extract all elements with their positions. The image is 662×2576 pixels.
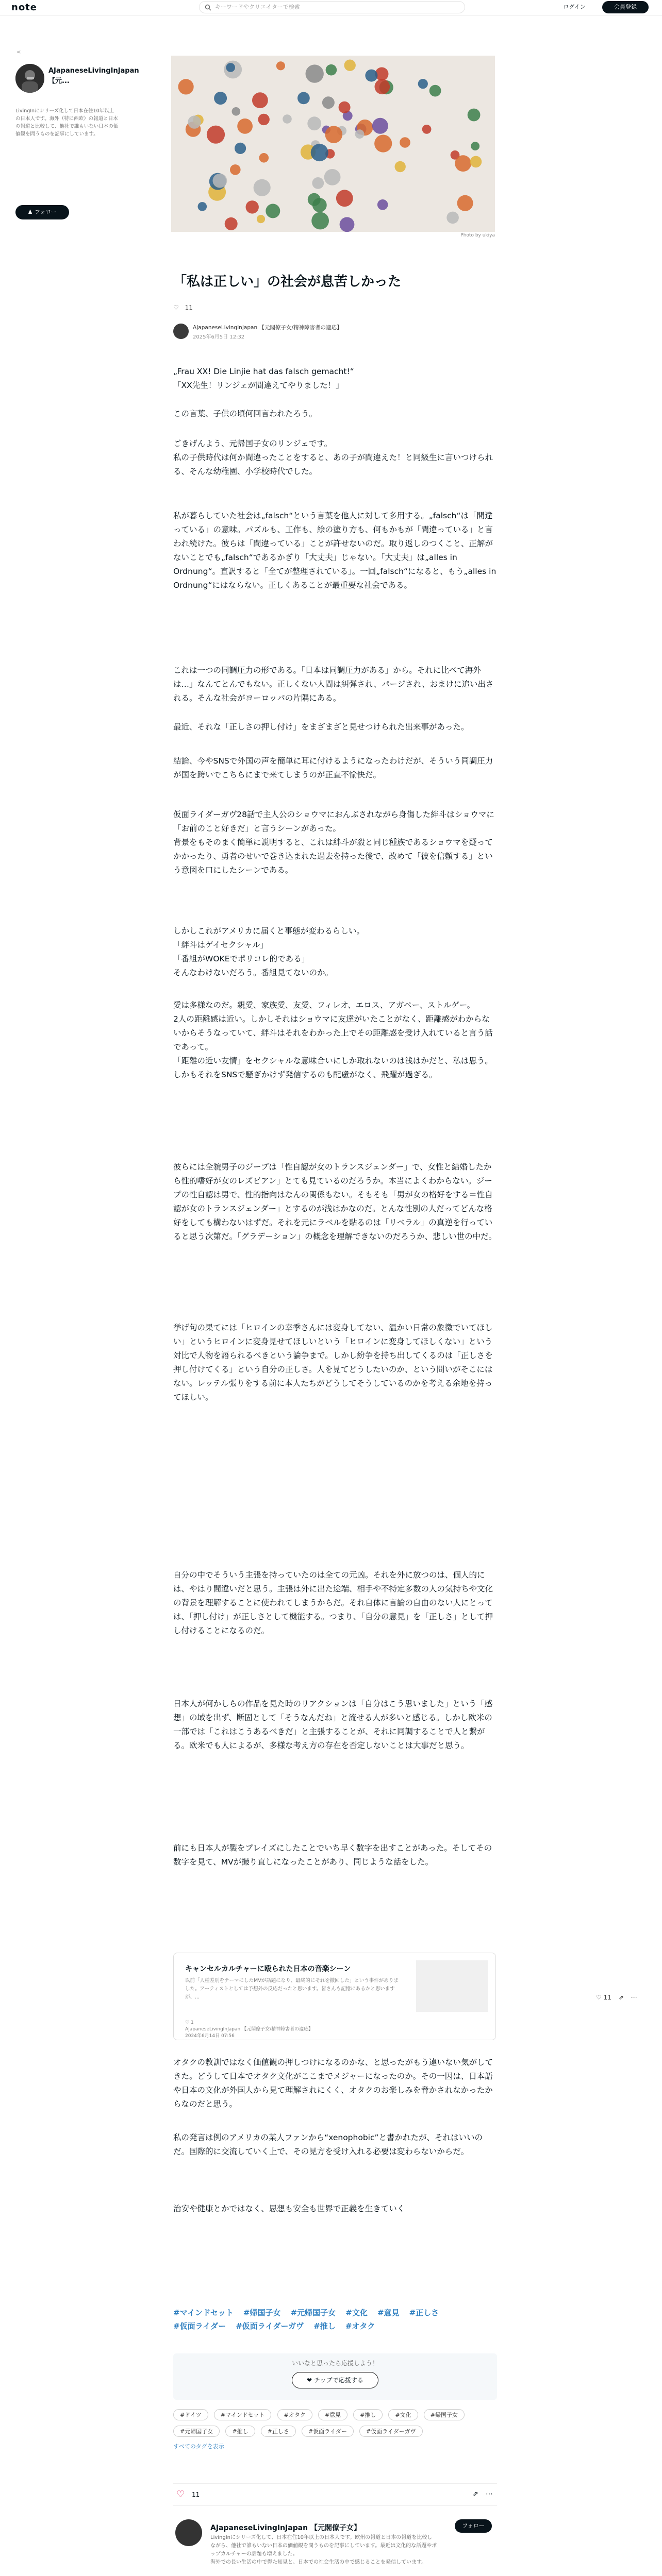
hero-image xyxy=(171,56,495,232)
hero-dot xyxy=(471,142,479,150)
hero-dot xyxy=(375,79,390,95)
hero-dot xyxy=(312,198,327,212)
embed-thumbnail xyxy=(416,1960,488,2012)
body-paragraph: 日本人が何かしらの作品を見た時のリアクションは「自分はこう思いました」という「感想」の域を出ず、断固として「そうなんだね」と流せる人が多いと感じる。しかし欧米の一部では「これはこうあるべきだ」と主張することが、それに同調することで人と繋がる。欧米でも人によるが、多様な考え方の存在を否定しないことは大事だと思う。 xyxy=(173,1699,493,1750)
hashtag[interactable]: #推し xyxy=(313,2321,336,2331)
hero-dot xyxy=(230,164,241,175)
body-paragraph: これは一つの同調圧力の形である。「日本は同調圧力がある」から。それに比べて海外は…」なんてとんでもない。正しくない人間は糾弾され、パージされ、おまけに追い出される。そんな社会がヨーロッパの片隅にある。 xyxy=(173,666,494,703)
hero-dot xyxy=(258,114,270,125)
embed-likes: 1 xyxy=(190,2020,194,2025)
hero-dot xyxy=(207,126,225,144)
hero-dot xyxy=(446,212,459,224)
tip-button[interactable] xyxy=(292,2372,378,2388)
hero-dot xyxy=(306,64,324,82)
hero-dot xyxy=(312,177,324,189)
tag-chip[interactable]: #仮面ライダーガヴ xyxy=(359,2426,423,2437)
hero-dot xyxy=(322,96,335,109)
hero-dot xyxy=(226,63,235,72)
hero-dot xyxy=(198,202,207,211)
back-link[interactable]: < xyxy=(16,49,21,55)
body-paragraph: しかしこれがアメリカに届くと事態が変わるらしい。 「絆斗はゲイセクシャル」 「番組がWOKEでポリコレ的である」 そんなわけないだろう。番組見てないのか。 xyxy=(173,926,365,977)
hero-dot xyxy=(418,79,428,89)
hero-dot xyxy=(324,169,341,185)
hero-dot xyxy=(429,85,441,97)
search-input[interactable] xyxy=(199,1,465,13)
profile-name[interactable]: AJapaneseLivingInJapan 【元閣僚子女】 xyxy=(210,2524,361,2532)
body-paragraph: 治安や健康とかではなく、思想も安全も世界で正義を生きていく xyxy=(173,2204,405,2213)
hashtag[interactable]: #正しさ xyxy=(409,2308,439,2317)
profile-avatar[interactable] xyxy=(175,2519,202,2546)
hashtag[interactable]: #文化 xyxy=(345,2308,368,2317)
article-title: 「私は正しい」の社会が息苦しかった xyxy=(173,274,402,290)
hero-dot xyxy=(276,61,285,70)
tag-chip[interactable]: #仮面ライダー xyxy=(302,2426,354,2437)
hero-dot xyxy=(422,125,432,134)
hero-dot xyxy=(468,109,481,122)
article-hashtags xyxy=(173,2306,497,2333)
hero-dot xyxy=(311,144,328,161)
person-plus-icon: ♟ xyxy=(27,209,35,215)
share-icon[interactable]: ⇗ xyxy=(472,2490,478,2498)
hero-dot xyxy=(237,118,253,134)
hashtag[interactable]: #マインドセット xyxy=(173,2308,234,2317)
hero-dot xyxy=(395,161,406,172)
hero-dot xyxy=(372,118,388,134)
follow-button[interactable] xyxy=(15,205,69,219)
body-paragraph: 最近、それな「正しさの押し付け」をまざまざと見せつけられた出来事があった。 xyxy=(173,722,469,732)
hero-dot xyxy=(213,174,227,188)
hero-dot xyxy=(232,107,241,116)
hero-dot xyxy=(297,92,310,105)
body-paragraph: この言葉、子供の頃何回言われたろう。 xyxy=(173,409,318,418)
note-logo[interactable]: note xyxy=(11,2,37,13)
body-paragraph: 彼らには全貌男子のジープは「性自認が女のトランスジェンダー」で、女性と結婚したから性的嗜好が女のレズビアン」とても見ているのだろうか。本当によくわからない。ジープの性自認は男で、性的指向はなんの関係もない。そもそも「男が女の格好をする＝性自認が女のトランスジェンダー」とするのが浅はかなのだ。とんな性別の人だってどんな格好をしても構わないはずだ。それを元にラベルを貼るのは「リベラル」の真逆を行っていると思う次第だ。「グラデーション」の概念を理解できないのだろうか、悲しい世の中だ。 xyxy=(173,1162,497,1241)
heart-badge-icon: ❤ xyxy=(307,2377,314,2384)
hero-photo xyxy=(171,56,495,232)
hero-dot xyxy=(225,217,238,230)
hero-dot xyxy=(188,115,201,128)
creator-profile-card xyxy=(173,2514,497,2571)
body-paragraph: 私の発言は例のアメリカの某人ファンから“xenophobic”と書かれたが、それはいいのだ。国際的に交流していく上で、その見方を受け入れる必要は変わらないからだ。 xyxy=(173,2133,483,2156)
hero-dot xyxy=(355,129,365,139)
heart-icon[interactable]: ♡ xyxy=(173,304,179,311)
hero-dot xyxy=(339,101,351,113)
embed-author: AJapaneseLivingInJapan 【元閣僚子女/精神障害者の適応】 xyxy=(185,2027,313,2032)
hero-dot xyxy=(365,70,377,82)
author-row xyxy=(173,324,493,342)
hero-dot xyxy=(457,195,473,211)
body-paragraph: 私が暮らしていた社会は„falsch“という言葉を他人に対して多用する。„falsch“は「間違っている」の意味。パズルも、工作も、絵の塗り方も、何もかもが「間違っている」と言われ続けた。彼らは「間違っている」ことが許せないのだ。取り返しのつくこと、正解がないことでも„falsch“であるかぎり「大丈夫」じゃない。「大丈夫」は„alles in Ordnung“。直訳すると「全てが整理されている」。一回„falsch“になると、もう„alles in Ordnung“にはならない。正しくあることが最重要な社会である。 xyxy=(173,511,496,590)
tag-chips xyxy=(173,2409,497,2450)
hero-dot xyxy=(254,179,271,196)
body-paragraph: „Frau XX! Die Linjie hat das falsch gemacht!“ 「XX先生！リンジェが間違えてやりました！」 xyxy=(173,367,354,390)
tag-chip[interactable]: #マインドセット xyxy=(214,2409,272,2420)
profile-description-text: LivingInにシリーズ化して、日本在住10年以上の日本人です。欧州の報道と日本の報道を比較しながら、他社で誰もいない日本の価値観を問うものを記事にしています。最近は文化的な話題やポップカルチャーの話題も増えました。 xyxy=(210,2535,437,2557)
tag-chip[interactable]: #帰国子女 xyxy=(424,2409,465,2420)
heart-icon[interactable]: ♡ xyxy=(596,1994,602,2001)
support-box xyxy=(173,2353,497,2400)
hashtag[interactable]: #仮面ライダー xyxy=(173,2321,226,2331)
hero-dot xyxy=(344,60,356,71)
more-icon[interactable]: ⋯ xyxy=(486,2490,493,2498)
hashtag[interactable]: #帰国子女 xyxy=(243,2308,281,2317)
hero-dot xyxy=(266,204,280,218)
hero-dot xyxy=(326,64,337,76)
right-rail-actions xyxy=(596,1994,637,2001)
like-heart-icon[interactable]: ♡ xyxy=(176,2489,185,2500)
hero-dot xyxy=(377,199,388,210)
author-avatar[interactable] xyxy=(173,324,189,339)
hero-dot xyxy=(311,212,329,230)
title-like-row xyxy=(173,304,193,311)
body-paragraph: 仮面ライダーガヴ28話で主人公のショウマにおんぶされながら身傷した絆斗はショウマに「お前のこと好きだ」と言うシーンがあった。 背景をもそのまく簡単に説明すると、これは絆斗が殺と同じ種族であるショウマを疑ってかかったり、勇者のせいで巻き込まれた過去を持った後で、改めて「彼を信頼する」という意図を口にしたシーンである。 xyxy=(173,810,494,875)
hero-dot xyxy=(283,114,292,124)
publish-date: 2025年6月5日 12:32 xyxy=(193,334,245,340)
body-paragraph: 自分の中でそういう主張を持っていたのは全ての元凶。それを外に放つのは、個人的には、やはり間違いだと思う。主張は外に出た途端、相手や不特定多数の人の気持ちや文化の背景を理解することに使われてしまうからだ。それ自体に言論の自由のない人にとっては、「押し付け」が正しさとして機能する。つまり、「自分の意見」を「正しさ」として押し付けることになるのだ。 xyxy=(173,1570,493,1635)
body-paragraph: 前にも日本人が製をプレイズにしたことでいち早く数字を出すことがあった。そしてその数字を見て、MVが撮り直しになったことがあり、同じような話をした。 xyxy=(173,1843,492,1867)
photo-credit: Photo by ukiya xyxy=(460,233,495,238)
article-action-bar xyxy=(173,2483,497,2506)
author-name[interactable]: AJapaneseLivingInJapan 【元閣僚子女/精神障害者の適応】 xyxy=(193,325,342,331)
hero-dot xyxy=(252,92,268,108)
hashtag[interactable]: #元帰国子女 xyxy=(290,2308,336,2317)
top-header xyxy=(0,0,662,15)
show-all-tags-link[interactable]: すべてのタグを表示 xyxy=(173,2443,224,2450)
creator-name[interactable]: AJapaneseLivingInJapan 【元... xyxy=(48,67,139,85)
embed-heart-icon: ♡ xyxy=(185,2020,191,2025)
hero-dot xyxy=(400,137,410,148)
body-paragraph: オタクの教訓ではなく価値観の押しつけになるのかな、と思ったがもう違いない気がしてきた。どうして日本でオタク文化がここまでメジャーになったのか。その一因は、日本語や日本の文化が外国人から見て理解されにくく、オタクのお楽しみを脅かされなかったからなのだと思う。 xyxy=(173,2058,493,2109)
profile-description xyxy=(210,2534,437,2567)
follow-label: フォロー xyxy=(34,209,57,215)
hero-dot xyxy=(246,200,259,213)
embed-description: 以前「人種差別をテーマにしたMVが話題になり、最終的にそれを撤回した」という事件がありました。アーティストとしては予想外の反応だったと思います。皆さんも記憶にあるかと思いますが、... xyxy=(185,1978,399,2000)
share-icon[interactable]: ⇗ xyxy=(618,1994,624,2001)
body-paragraph: ごきげんよう、元帰国子女のリンジェです。 私の子供時代は何か間違ったことをすると、あの子が間違えた！と同級生に言いつけられる、そんな幼稚園、小学校時代でした。 xyxy=(173,439,493,476)
body-paragraph: 挙げ句の果てには「ヒロインの幸季さんには変身してない、温かい日常の象徴でいてほしい」というヒロインに変身見せてほしいという「ヒロインに変身してほしくない」という対比で人物を語られるべきという論争まで。しかし紛争を持ち出してくるのは「正しさを押し付けてくる」という自分の正しさ。人を見てどうしたいのか、という問いがそこにはない。レッテル張りをする前に本人たちがどうしてそうしているのかを考える余地を持ってほしい。 xyxy=(173,1323,493,1402)
hashtag[interactable]: #仮面ライダーガヴ xyxy=(236,2321,304,2331)
profile-note-text: 海外での長い生活の中で得た知見と、日本での社会生活の中で感じることを発信しています。 xyxy=(210,2560,427,2565)
hashtag[interactable]: #意見 xyxy=(377,2308,400,2317)
hero-dot xyxy=(470,156,482,168)
embed-title: キャンセルカルチャーに殴られた日本の音楽シーン xyxy=(185,1965,351,1973)
tag-chip[interactable]: #ドイツ xyxy=(173,2409,208,2420)
hero-dot xyxy=(257,215,265,223)
hero-dot xyxy=(455,155,471,172)
avatar-image xyxy=(15,64,44,93)
body-paragraph: 結論、今やSNSで外国の声を簡単に耳に付けるようになったわけだが、そういう同調圧力が国を跨いでこちらにまで来てしまうのが正直不愉快だ。 xyxy=(173,756,493,779)
embed-footer xyxy=(185,2020,313,2039)
tag-chip[interactable]: #推し xyxy=(225,2426,255,2437)
tip-label: チップで応援する xyxy=(313,2377,363,2384)
login-button[interactable]: ログイン xyxy=(563,4,586,10)
creator-description: LivingInにシリーズ化して日本在住10年以上の日本人です。海外（特に西欧）の報道と日本の報道と比較して、他社で誰もいない日本の価値観を問うものを記事にしています。 xyxy=(15,108,119,137)
body-paragraph: 愛は多様なのだ。親愛、家族愛、友愛、フィレオ、エロス、アガペー、ストルゲー。 2人の距離感は近い。しかしそれはショウマに友達がいたことがなく、距離感がわからないからそうなっていて、絆斗はそれをわかった上でその距離感を受け入れていると言う話であって。 「距離の近い友情」をセクシャルな意味合いにしか取れないのは浅はかだと、私は思う。しかもそれをSNSで騒ぎかけず発信するのも配慮がなく、飛躍が過ぎる。 xyxy=(173,1001,493,1079)
action-like-count: 11 xyxy=(192,2491,200,2498)
profile-follow-button[interactable]: フォロー xyxy=(455,2519,492,2533)
hero-dot xyxy=(259,153,269,163)
search-placeholder: キーワードやクリエイターで検索 xyxy=(215,4,300,10)
hero-dot xyxy=(214,92,227,105)
hero-dot xyxy=(178,79,194,94)
right-like-count: 11 xyxy=(603,1994,611,2001)
embedded-article-card[interactable] xyxy=(173,1953,496,2040)
tag-chip[interactable]: #オタク xyxy=(277,2409,312,2420)
tag-chip[interactable]: #意見 xyxy=(318,2409,347,2420)
tag-chip[interactable]: #元帰国子女 xyxy=(173,2426,220,2437)
like-count: 11 xyxy=(185,304,193,311)
tag-chip[interactable]: #推し xyxy=(353,2409,383,2420)
hero-dot xyxy=(325,126,343,143)
tag-chip[interactable]: #文化 xyxy=(388,2409,418,2420)
hero-dot xyxy=(307,116,321,130)
hero-dot xyxy=(374,135,392,152)
hero-dot xyxy=(235,143,246,154)
search-icon xyxy=(205,4,211,11)
signup-button[interactable]: 会員登録 xyxy=(602,1,649,13)
more-icon[interactable]: ⋯ xyxy=(631,1994,637,2001)
hero-dot xyxy=(336,190,353,207)
support-prompt: いいなと思ったら応援しよう！ xyxy=(291,2360,378,2367)
hero-dot xyxy=(340,217,355,232)
tag-chip[interactable]: #正しさ xyxy=(261,2426,296,2437)
hashtag[interactable]: #オタク xyxy=(345,2321,375,2331)
creator-avatar[interactable] xyxy=(15,64,44,93)
embed-date: 2024年6月14日 07:56 xyxy=(185,2033,235,2039)
